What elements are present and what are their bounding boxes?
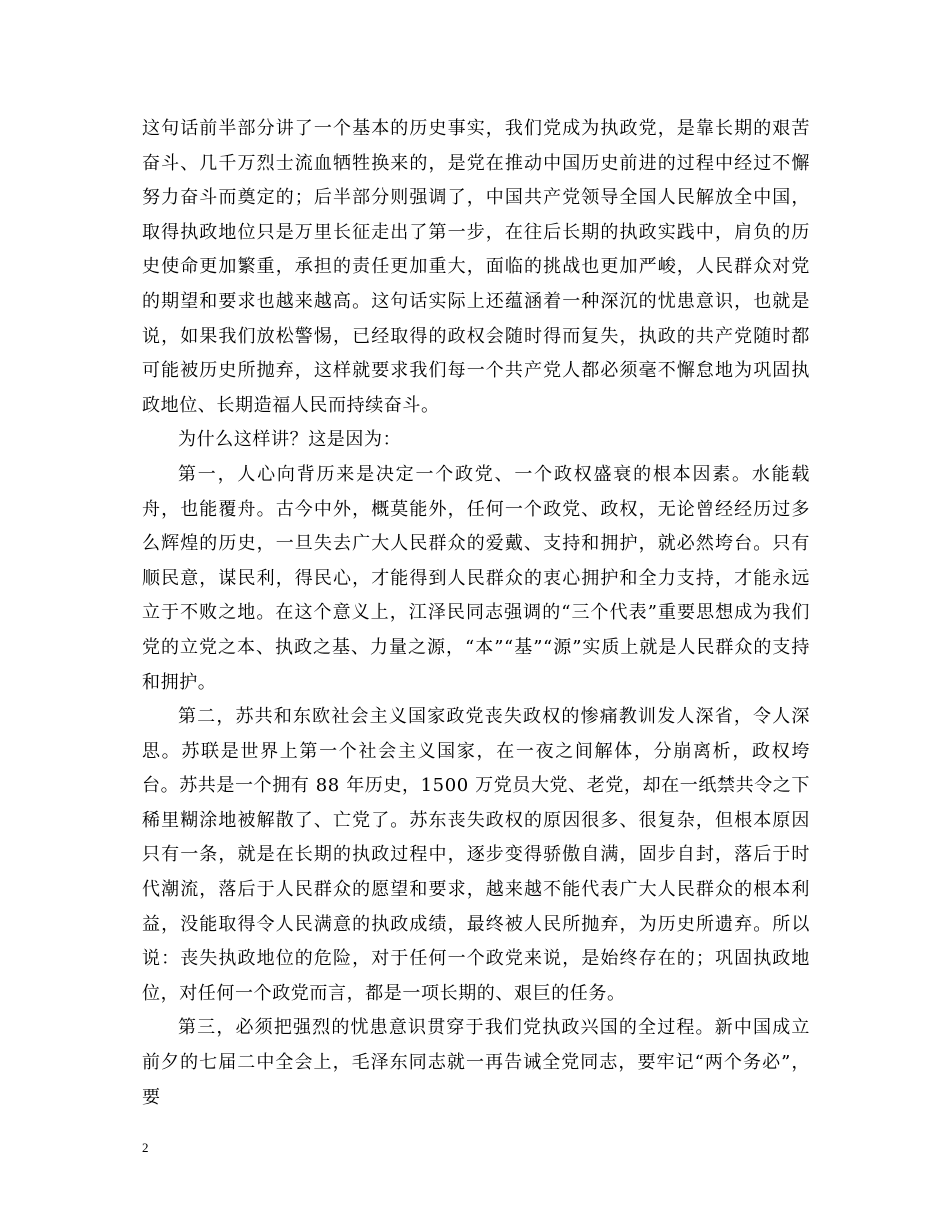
paragraph-third-point: 第三，必须把强烈的忧患意识贯穿于我们党执政兴国的全过程。新中国成立前夕的七届二中全会上，毛泽东同志就一再告诫全党同志，要牢记“两个务必”，要	[142, 1017, 810, 1108]
page-number: 2	[142, 1140, 149, 1155]
document-body	[142, 112, 810, 1115]
paragraph-why-question: 为什么这样讲？这是因为：	[178, 429, 402, 451]
paragraph-second-point: 第二，苏共和东欧社会主义国家政党丧失政权的惨痛教训发人深省，令人深思。苏联是世界上第一个社会主义国家，在一夜之间解体，分崩离析，政权垮台。苏共是一个拥有 88 年历史，1500 万党员大党、老党，却在一纸禁共令之下稀里糊涂地被解散了、亡党了。苏东丧失政权的原因很多、很复杂，但根本原因只有一条，就是在长期的执政过程中，逐步变得骄傲自满，固步自封，落后于时代潮流，落后于人民群众的愿望和要求，越来越不能代表广大人民群众的根本利益，没能取得令人民满意的执政成绩，最终被人民所抛弃，为历史所遗弃。所以说：丧失执政地位的危险，对于任何一个政党来说，是始终存在的；巩固执政地位，对任何一个政党而言，都是一项长期的、艰巨的任务。	[142, 706, 810, 1004]
paragraph-historical-fact: 这句话前半部分讲了一个基本的历史事实，我们党成为执政党，是靠长期的艰苦奋斗、几千万烈士流血牺牲换来的，是党在推动中国历史前进的过程中经过不懈努力奋斗而奠定的；后半部分则强调了，中国共产党领导全国人民解放全中国，取得执政地位只是万里长征走出了第一步，在往后长期的执政实践中，肩负的历史使命更加繁重，承担的责任更加重大，面临的挑战也更加严峻，人民群众对党的期望和要求也越来越高。这句话实际上还蕴涵着一种深沉的忧患意识，也就是说，如果我们放松警惕，已经取得的政权会随时得而复失，执政的共产党随时都可能被历史所抛弃，这样就要求我们每一个共产党人都必须毫不懈怠地为巩固执政地位、长期造福人民而持续奋斗。	[142, 118, 810, 416]
paragraph-first-point: 第一，人心向背历来是决定一个政党、一个政权盛衰的根本因素。水能载舟，也能覆舟。古今中外，概莫能外，任何一个政党、政权，无论曾经经历过多么辉煌的历史，一旦失去广大人民群众的爱戴、支持和拥护，就必然垮台。只有顺民意，谋民利，得民心，才能得到人民群众的衷心拥护和全力支持，才能永远立于不败之地。在这个意义上，江泽民同志强调的“三个代表”重要思想成为我们党的立党之本、执政之基、力量之源，“本”“基”“源”实质上就是人民群众的支持和拥护。	[142, 463, 810, 693]
